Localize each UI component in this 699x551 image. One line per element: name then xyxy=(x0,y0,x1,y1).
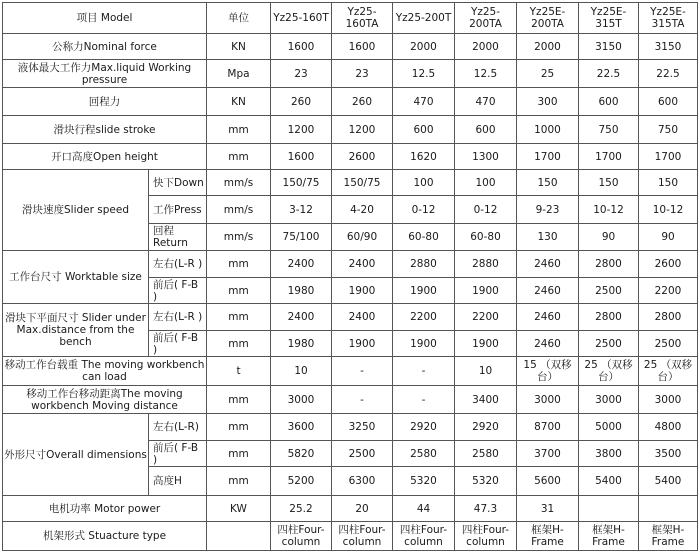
value-cell: 1700 xyxy=(579,144,639,170)
value-cell: 2460 xyxy=(517,251,579,278)
value-cell: 2460 xyxy=(517,304,579,331)
table-row xyxy=(3,304,698,331)
value-cell: 100 xyxy=(455,170,517,196)
value-cell xyxy=(579,496,639,522)
table-row xyxy=(3,3,698,34)
value-cell: 1900 xyxy=(332,278,393,304)
value-cell: 2800 xyxy=(639,304,698,331)
value-cell: - xyxy=(332,386,393,414)
value-cell: 2460 xyxy=(517,278,579,304)
value-cell: 1900 xyxy=(455,278,517,304)
table-row xyxy=(3,386,698,414)
value-cell: 5400 xyxy=(639,467,698,496)
value-cell: 8700 xyxy=(517,414,579,441)
row-label: 移动工作台移动距离The moving workbench Moving distance xyxy=(3,386,207,414)
sub-label: 前后( F-B ) xyxy=(149,278,207,304)
value-cell: 44 xyxy=(393,496,455,522)
value-cell: 1900 xyxy=(332,331,393,357)
value-cell: 2600 xyxy=(639,251,698,278)
sub-label: 回程Return xyxy=(149,224,207,251)
value-cell: 2460 xyxy=(517,331,579,357)
value-cell: 2580 xyxy=(455,441,517,467)
value-cell: 框架H-Frame xyxy=(517,522,579,551)
value-cell: 10 xyxy=(271,357,332,386)
value-cell: 3400 xyxy=(455,386,517,414)
value-cell: 150 xyxy=(579,170,639,196)
value-cell: 600 xyxy=(455,116,517,144)
unit-cell: mm/s xyxy=(207,224,271,251)
unit-cell: mm xyxy=(207,386,271,414)
table-row xyxy=(3,60,698,88)
value-cell: - xyxy=(332,357,393,386)
value-cell: 1200 xyxy=(271,116,332,144)
value-cell: 25 （双移台） xyxy=(579,357,639,386)
value-cell: 四柱Four-column xyxy=(393,522,455,551)
table-row xyxy=(3,34,698,60)
value-cell: 4800 xyxy=(639,414,698,441)
value-cell: 1200 xyxy=(332,116,393,144)
value-cell: 470 xyxy=(455,88,517,116)
table-row xyxy=(3,522,698,551)
value-cell: 470 xyxy=(393,88,455,116)
value-cell: 2880 xyxy=(455,251,517,278)
value-cell: 3700 xyxy=(517,441,579,467)
value-cell: 1600 xyxy=(332,34,393,60)
value-cell: 90 xyxy=(579,224,639,251)
sub-label: 左右(L-R ) xyxy=(149,251,207,278)
unit-cell: mm xyxy=(207,251,271,278)
sub-label: 前后( F-B ) xyxy=(149,331,207,357)
value-cell: 2500 xyxy=(639,331,698,357)
value-cell: 5320 xyxy=(393,467,455,496)
value-cell: 四柱Four-column xyxy=(455,522,517,551)
value-cell: 四柱Four-column xyxy=(332,522,393,551)
row-label: 回程力 xyxy=(3,88,207,116)
value-cell: 2920 xyxy=(455,414,517,441)
value-cell: 2400 xyxy=(271,251,332,278)
value-cell: 2500 xyxy=(579,331,639,357)
value-cell: 2000 xyxy=(393,34,455,60)
value-cell: 四柱Four-column xyxy=(271,522,332,551)
value-cell: 75/100 xyxy=(271,224,332,251)
value-cell: 750 xyxy=(579,116,639,144)
value-cell: 5320 xyxy=(455,467,517,496)
value-cell: 260 xyxy=(332,88,393,116)
value-cell: 2500 xyxy=(332,441,393,467)
sub-label: 快下Down xyxy=(149,170,207,196)
unit-cell: mm/s xyxy=(207,170,271,196)
value-cell: 31 xyxy=(517,496,579,522)
value-cell: 2000 xyxy=(455,34,517,60)
table-row xyxy=(3,88,698,116)
spec-table-body xyxy=(3,3,698,551)
table-row xyxy=(3,414,698,441)
value-cell: 2200 xyxy=(639,278,698,304)
value-cell: 9-23 xyxy=(517,196,579,224)
value-cell: 12.5 xyxy=(393,60,455,88)
value-cell: 100 xyxy=(393,170,455,196)
row-label: 电机功率 Motor power xyxy=(3,496,207,522)
value-cell: 25.2 xyxy=(271,496,332,522)
header-model-cell: Yz25-160TA xyxy=(332,3,393,34)
row-label: 滑块行程slide stroke xyxy=(3,116,207,144)
value-cell: 150 xyxy=(517,170,579,196)
value-cell: 10-12 xyxy=(639,196,698,224)
value-cell: 60-80 xyxy=(455,224,517,251)
unit-cell: mm xyxy=(207,441,271,467)
value-cell: 5200 xyxy=(271,467,332,496)
value-cell: 2920 xyxy=(393,414,455,441)
value-cell: 2600 xyxy=(332,144,393,170)
value-cell: 2200 xyxy=(455,304,517,331)
value-cell: 12.5 xyxy=(455,60,517,88)
unit-cell: mm xyxy=(207,278,271,304)
value-cell: 3000 xyxy=(517,386,579,414)
table-row xyxy=(3,251,698,278)
value-cell: 3600 xyxy=(271,414,332,441)
value-cell: 130 xyxy=(517,224,579,251)
header-model-cell: Yz25-200TA xyxy=(455,3,517,34)
value-cell: 2400 xyxy=(332,304,393,331)
value-cell: 2000 xyxy=(517,34,579,60)
unit-cell: mm xyxy=(207,304,271,331)
row-label: 开口高度Open height xyxy=(3,144,207,170)
sub-label: 高度H xyxy=(149,467,207,496)
table-row xyxy=(3,357,698,386)
header-unit-cell: 单位 xyxy=(207,3,271,34)
unit-cell: KW xyxy=(207,496,271,522)
value-cell: 5820 xyxy=(271,441,332,467)
value-cell: 600 xyxy=(579,88,639,116)
value-cell: 3500 xyxy=(639,441,698,467)
table-row xyxy=(3,170,698,196)
value-cell: 60-80 xyxy=(393,224,455,251)
value-cell: 1900 xyxy=(393,331,455,357)
unit-cell: mm xyxy=(207,144,271,170)
value-cell: 150/75 xyxy=(271,170,332,196)
unit-cell: mm xyxy=(207,467,271,496)
value-cell: 15 （双移台） xyxy=(517,357,579,386)
value-cell: 框架H-Frame xyxy=(639,522,698,551)
table-row xyxy=(3,144,698,170)
value-cell: 2200 xyxy=(393,304,455,331)
value-cell: 2500 xyxy=(579,278,639,304)
value-cell: 1600 xyxy=(271,34,332,60)
table-row xyxy=(3,116,698,144)
value-cell: 框架H-Frame xyxy=(579,522,639,551)
unit-cell: mm xyxy=(207,414,271,441)
value-cell: 1980 xyxy=(271,331,332,357)
value-cell: 3800 xyxy=(579,441,639,467)
header-model-cell: Yz25-160T xyxy=(271,3,332,34)
value-cell: 1300 xyxy=(455,144,517,170)
unit-cell: mm xyxy=(207,331,271,357)
value-cell: 47.3 xyxy=(455,496,517,522)
value-cell: 22.5 xyxy=(579,60,639,88)
value-cell: 3150 xyxy=(579,34,639,60)
value-cell: 0-12 xyxy=(455,196,517,224)
header-model-cell: Yz25E-315T xyxy=(579,3,639,34)
header-model-cell: Yz25E-315TA xyxy=(639,3,698,34)
value-cell: 20 xyxy=(332,496,393,522)
unit-cell: t xyxy=(207,357,271,386)
value-cell: 5600 xyxy=(517,467,579,496)
row-label: 移动工作台载重 The moving workbench can load xyxy=(3,357,207,386)
value-cell: 1900 xyxy=(455,331,517,357)
unit-cell xyxy=(207,522,271,551)
unit-cell: mm/s xyxy=(207,196,271,224)
value-cell: 2880 xyxy=(393,251,455,278)
value-cell: 2800 xyxy=(579,304,639,331)
row-label: 机架形式 Stuacture type xyxy=(3,522,207,551)
unit-cell: Mpa xyxy=(207,60,271,88)
value-cell: 150 xyxy=(639,170,698,196)
value-cell: 23 xyxy=(332,60,393,88)
value-cell: 3000 xyxy=(579,386,639,414)
value-cell: 3000 xyxy=(639,386,698,414)
value-cell: 6300 xyxy=(332,467,393,496)
value-cell: 3000 xyxy=(271,386,332,414)
group-label: 外形尺寸Overall dimensions xyxy=(3,414,149,496)
value-cell xyxy=(639,496,698,522)
value-cell: 1980 xyxy=(271,278,332,304)
header-model-cell: Yz25-200T xyxy=(393,3,455,34)
value-cell: 2580 xyxy=(393,441,455,467)
group-label: 滑块下平面尺寸 Slider under Max.distance from the bench xyxy=(3,304,149,357)
value-cell: 260 xyxy=(271,88,332,116)
value-cell: 750 xyxy=(639,116,698,144)
value-cell: 3150 xyxy=(639,34,698,60)
value-cell: 10 xyxy=(455,357,517,386)
value-cell: - xyxy=(393,357,455,386)
value-cell: 5400 xyxy=(579,467,639,496)
value-cell: 1700 xyxy=(639,144,698,170)
value-cell: 600 xyxy=(639,88,698,116)
value-cell: 2800 xyxy=(579,251,639,278)
value-cell: 5000 xyxy=(579,414,639,441)
value-cell: 1900 xyxy=(393,278,455,304)
sub-label: 左右(L-R ) xyxy=(149,304,207,331)
sub-label: 工作Press xyxy=(149,196,207,224)
value-cell: 1000 xyxy=(517,116,579,144)
spec-table xyxy=(2,2,698,551)
value-cell: - xyxy=(393,386,455,414)
value-cell: 1620 xyxy=(393,144,455,170)
value-cell: 300 xyxy=(517,88,579,116)
value-cell: 23 xyxy=(271,60,332,88)
row-label: 公称力Nominal force xyxy=(3,34,207,60)
group-label: 滑块速度Slider speed xyxy=(3,170,149,251)
value-cell: 3250 xyxy=(332,414,393,441)
value-cell: 3-12 xyxy=(271,196,332,224)
header-item-cell: 项目 Model xyxy=(3,3,207,34)
value-cell: 2400 xyxy=(332,251,393,278)
value-cell: 600 xyxy=(393,116,455,144)
header-model-cell: Yz25E-200TA xyxy=(517,3,579,34)
unit-cell: KN xyxy=(207,88,271,116)
table-row xyxy=(3,496,698,522)
sub-label: 前后( F-B ) xyxy=(149,441,207,467)
unit-cell: mm xyxy=(207,116,271,144)
value-cell: 22.5 xyxy=(639,60,698,88)
value-cell: 150/75 xyxy=(332,170,393,196)
unit-cell: KN xyxy=(207,34,271,60)
value-cell: 25 xyxy=(517,60,579,88)
value-cell: 1600 xyxy=(271,144,332,170)
sub-label: 左右(L-R) xyxy=(149,414,207,441)
value-cell: 25 （双移台） xyxy=(639,357,698,386)
value-cell: 60/90 xyxy=(332,224,393,251)
row-label: 液体最大工作力Max.liquid Working pressure xyxy=(3,60,207,88)
value-cell: 2400 xyxy=(271,304,332,331)
value-cell: 0-12 xyxy=(393,196,455,224)
value-cell: 4-20 xyxy=(332,196,393,224)
value-cell: 1700 xyxy=(517,144,579,170)
value-cell: 90 xyxy=(639,224,698,251)
group-label: 工作台尺寸 Worktable size xyxy=(3,251,149,304)
value-cell: 10-12 xyxy=(579,196,639,224)
